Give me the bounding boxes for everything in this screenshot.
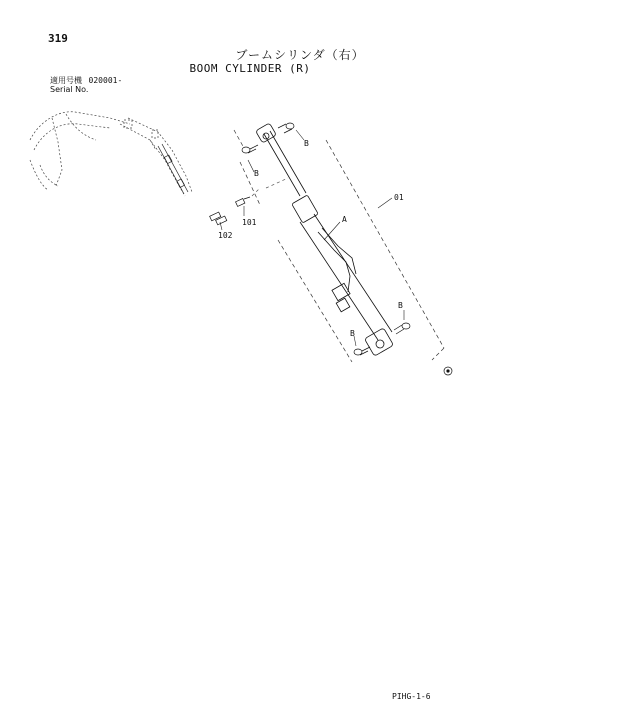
callout-01: 01: [394, 193, 404, 202]
serial-label-en: Serial No.: [50, 85, 89, 94]
outline-bracket: [234, 130, 444, 362]
part-102-shape: [210, 212, 227, 225]
callout-b-top-right: B: [304, 139, 309, 148]
page-title-jp: ブームシリンダ（右）: [235, 48, 365, 62]
pin-bottom-left: [354, 347, 370, 355]
cross-reference-lines: [252, 178, 288, 196]
callout-a: A: [342, 215, 347, 224]
callout-b-lower-mid: B: [350, 329, 355, 338]
page-title-en: BOOM CYLINDER (R): [189, 62, 311, 75]
pin-top-right: [278, 123, 294, 133]
page-number: 319: [48, 32, 68, 45]
pin-top-left: [242, 145, 258, 153]
callout-101: 101: [242, 218, 257, 227]
footer-code: PIHG-1-6: [392, 692, 431, 701]
serial-label-jp: 適用号機: [50, 76, 82, 85]
callout-b-lower-right: B: [398, 301, 403, 310]
part-101-shape: [236, 197, 250, 206]
serial-value: 020001-: [88, 76, 123, 85]
callout-102: 102: [218, 231, 233, 240]
leader-lines: [220, 130, 404, 346]
callout-b-left: B: [254, 169, 259, 178]
marker-symbol-icon: [444, 367, 452, 375]
pin-bottom-right: [394, 323, 410, 334]
